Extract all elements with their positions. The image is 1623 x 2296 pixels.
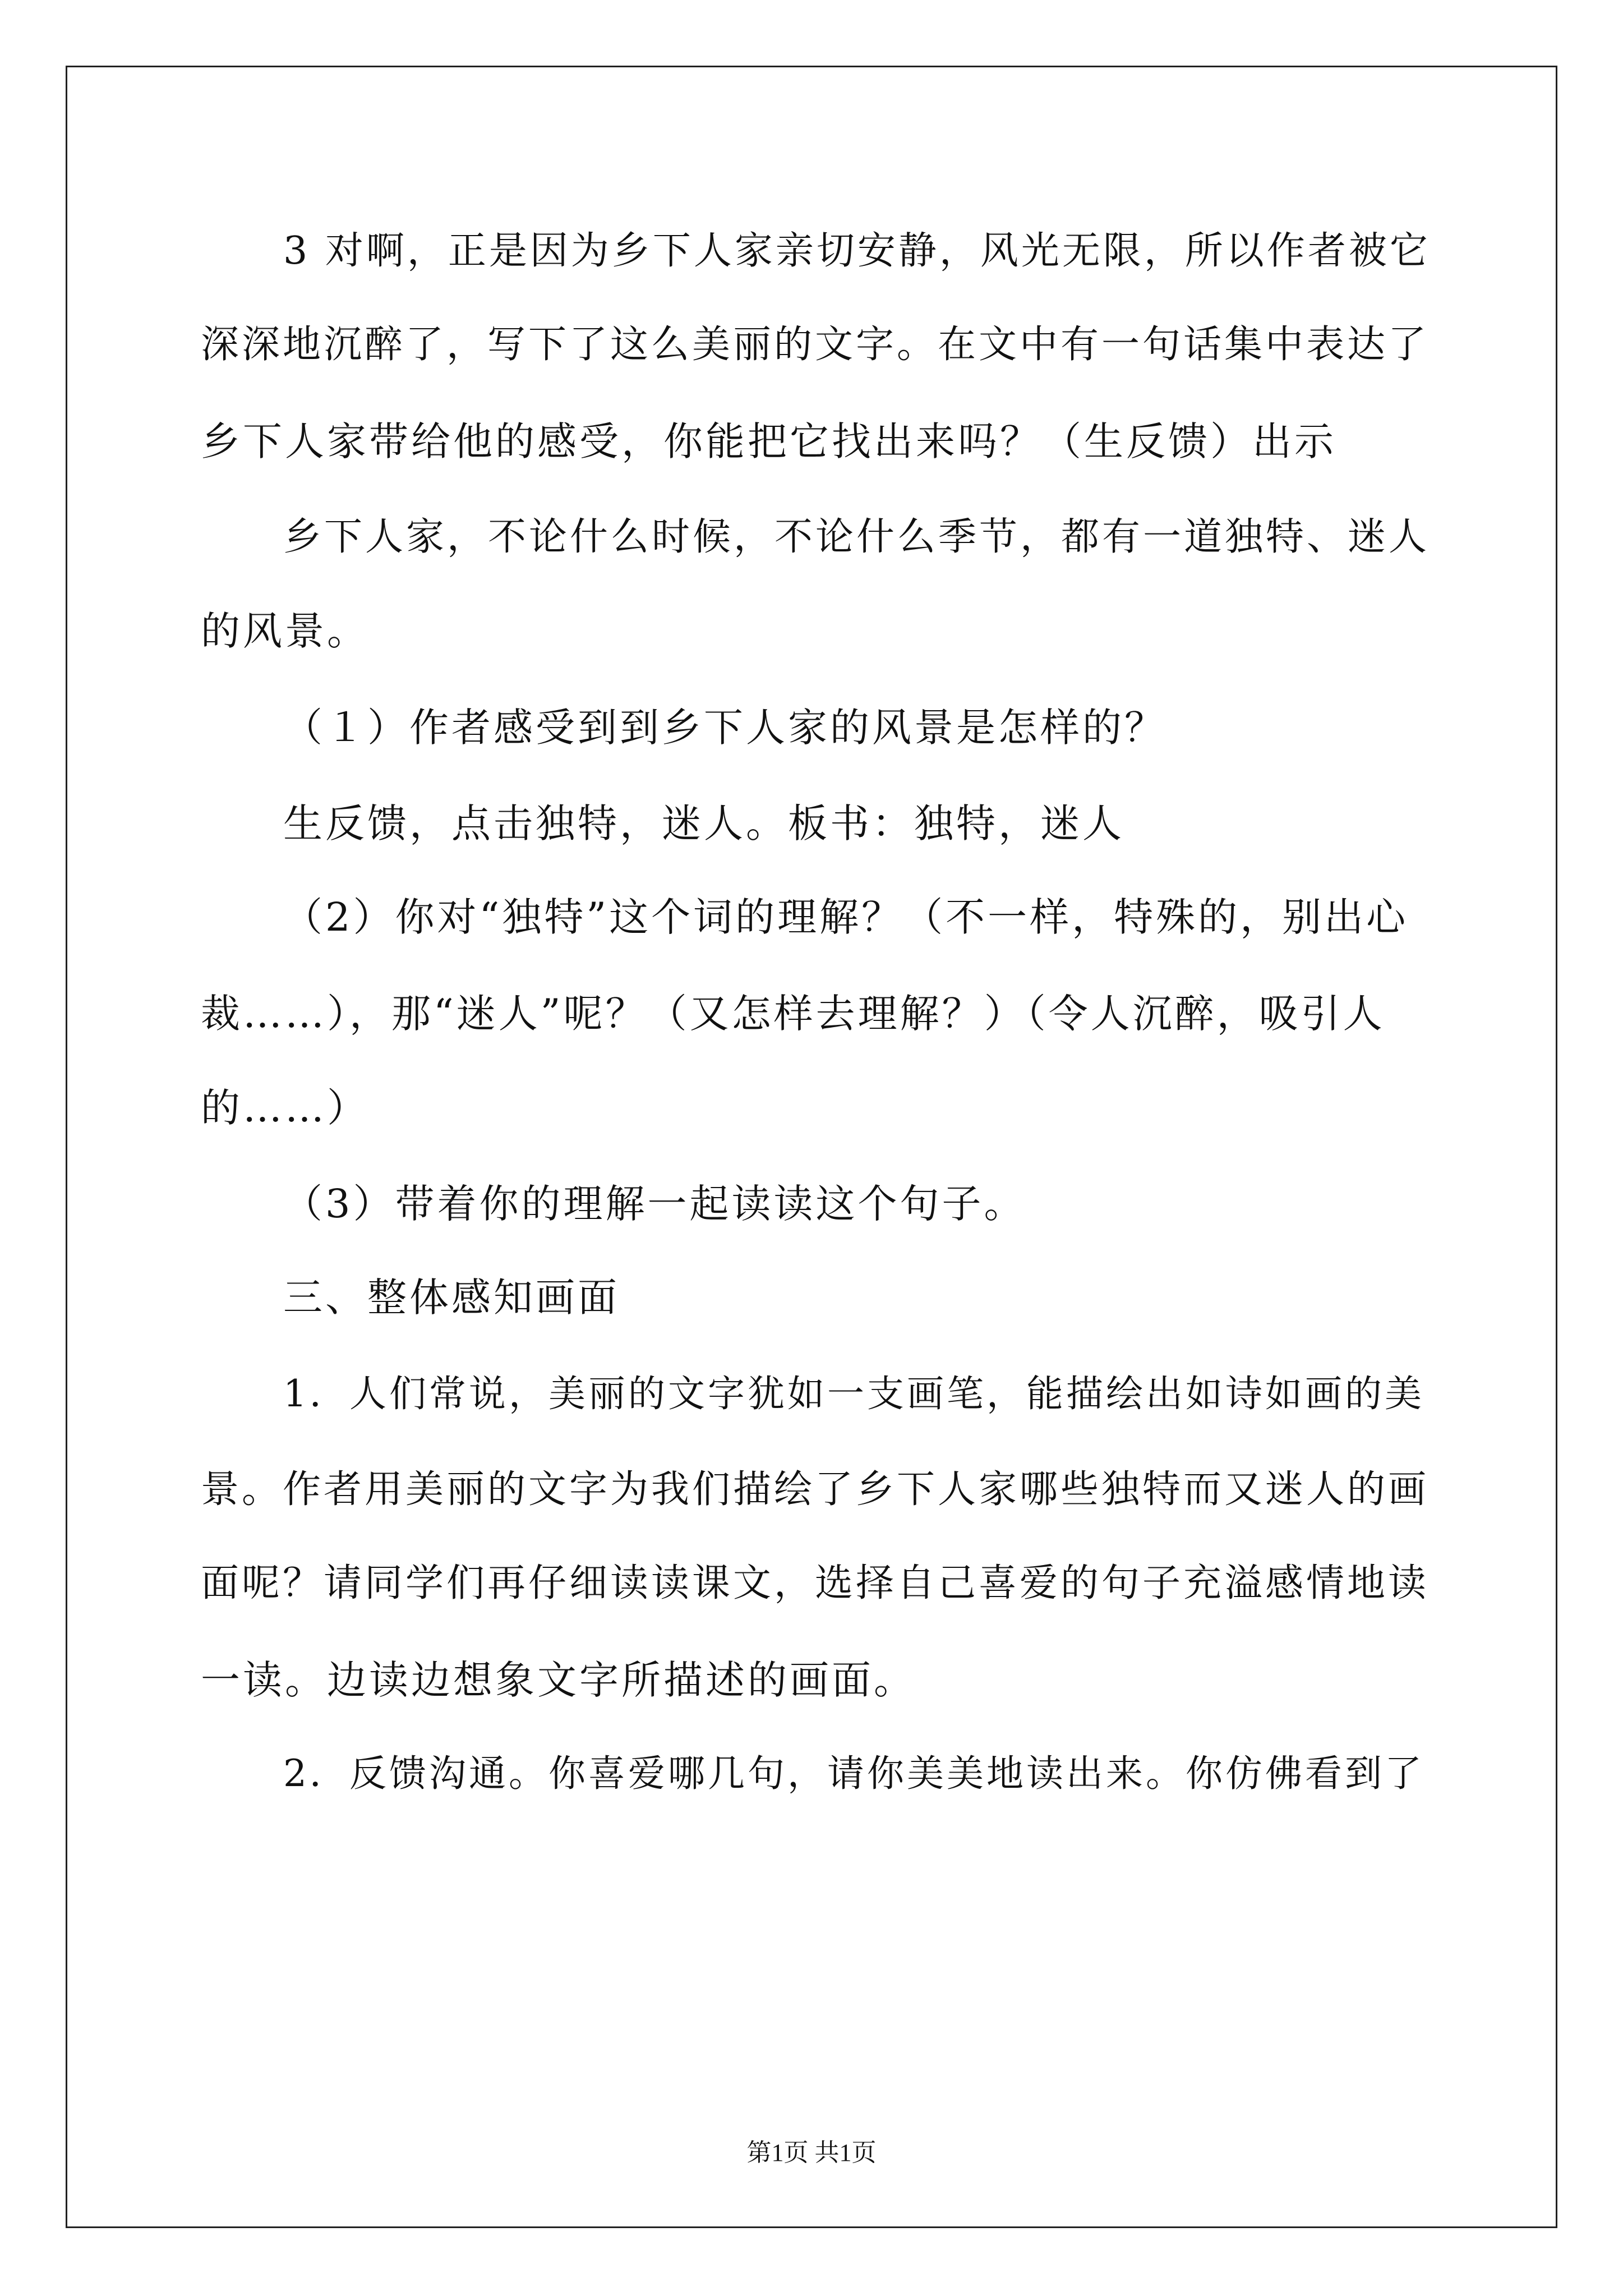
paragraph-line: （3）带着你的理解一起读读这个句子。 — [283, 1181, 1026, 1227]
paragraph-line: 2．反馈沟通。你喜爱哪几句，请你美美地读出来。你仿佛看到了 — [283, 1752, 1424, 1795]
paragraph-line: 景。作者用美丽的文字为我们描绘了乡下人家哪些独特而又迷人的画 — [201, 1467, 1430, 1512]
paragraph-line: 生反馈，点击独特，迷人。板书：独特，迷人 — [283, 800, 1124, 846]
paragraph-line: 的……） — [201, 1085, 369, 1131]
paragraph-line: （2）你对“独特”这个词的理解？（不一样，特殊的，别出心 — [283, 894, 1409, 940]
page-number-footer: 第1页 共1页 — [746, 2139, 877, 2166]
paragraph-line: 乡下人家，不论什么时候，不论什么季节，都有一道独特、迷人 — [283, 515, 1430, 559]
paragraph-line: 乡下人家带给他的感受，你能把它找出来吗？（生反馈）出示 — [201, 418, 1336, 464]
paragraph-line: 1．人们常说，美丽的文字犹如一支画笔，能描绘出如诗如画的美 — [283, 1372, 1424, 1415]
paragraph-line: 深深地沉醉了，写下了这么美丽的文字。在文中有一句话集中表达了 — [201, 323, 1430, 367]
section-heading: 三、整体感知画面 — [283, 1274, 620, 1320]
page-border — [66, 66, 1557, 2228]
paragraph-line: 3 对啊，正是因为乡下人家亲切安静，风光无限，所以作者被它 — [283, 229, 1431, 273]
paragraph-line: 裁……），那“迷人”呢？（又怎样去理解？）（令人沉醉，吸引人 — [201, 991, 1385, 1037]
paragraph-line: （１）作者感受到到乡下人家的风景是怎样的？ — [283, 705, 1166, 751]
paragraph-line: 的风景。 — [201, 608, 369, 654]
paragraph-line: 面呢？请同学们再仔细读读课文，选择自己喜爱的句子充溢感情地读 — [201, 1561, 1430, 1605]
paragraph-line: 一读。边读边想象文字所描述的画面。 — [201, 1657, 916, 1703]
